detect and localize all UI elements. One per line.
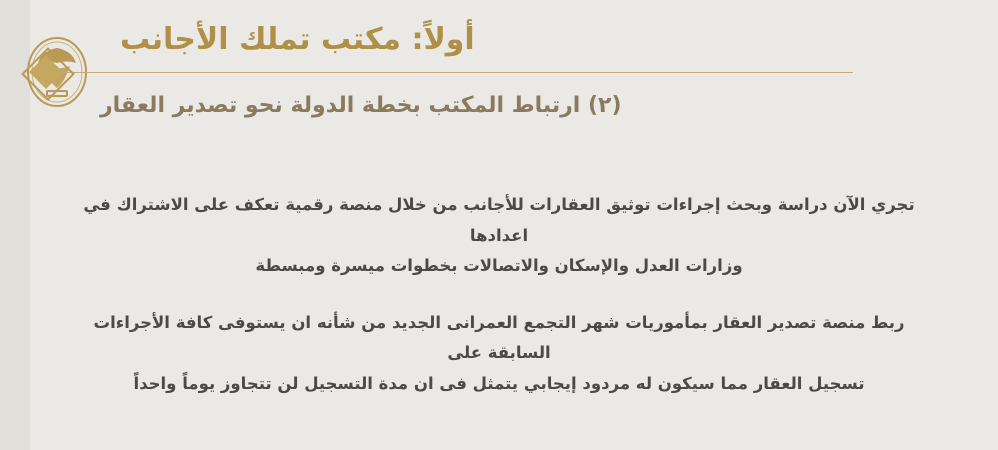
gold-divider [60, 72, 853, 73]
paragraph-line: وزارات العدل والإسكان والاتصالات بخطوات ميسرة ومبسطة [255, 256, 743, 276]
gold-diamond-ornament-icon [22, 48, 70, 96]
slide-header [0, 0, 998, 150]
paragraph-line: تجري الآن دراسة وبحث إجراءات توثيق العقارات للأجانب من خلال منصة رقمية تعكف على الاشتراك في اعدادها [83, 195, 915, 245]
body-paragraph [60, 308, 938, 400]
paragraph-line: ربط منصة تصدير العقار بمأموريات شهر التجمع العمرانى الجديد من شأنه ان يستوفى كافة الأجراءات السابقة على [93, 312, 905, 363]
page-title-text: أولاً: مكتب تملك الأجانب [120, 22, 475, 57]
slide-body [60, 190, 938, 399]
body-paragraph [60, 190, 938, 282]
paragraph-line: تسجيل العقار مما سيكون له مردود إيجابي يتمثل فى ان مدة التسجيل لن تتجاوز يوماً واحداً [133, 373, 865, 393]
page-title [120, 22, 998, 58]
page-subtitle [100, 92, 998, 121]
page-subtitle-text: (٢) ارتباط المكتب بخطة الدولة نحو تصدير العقار [100, 93, 622, 118]
